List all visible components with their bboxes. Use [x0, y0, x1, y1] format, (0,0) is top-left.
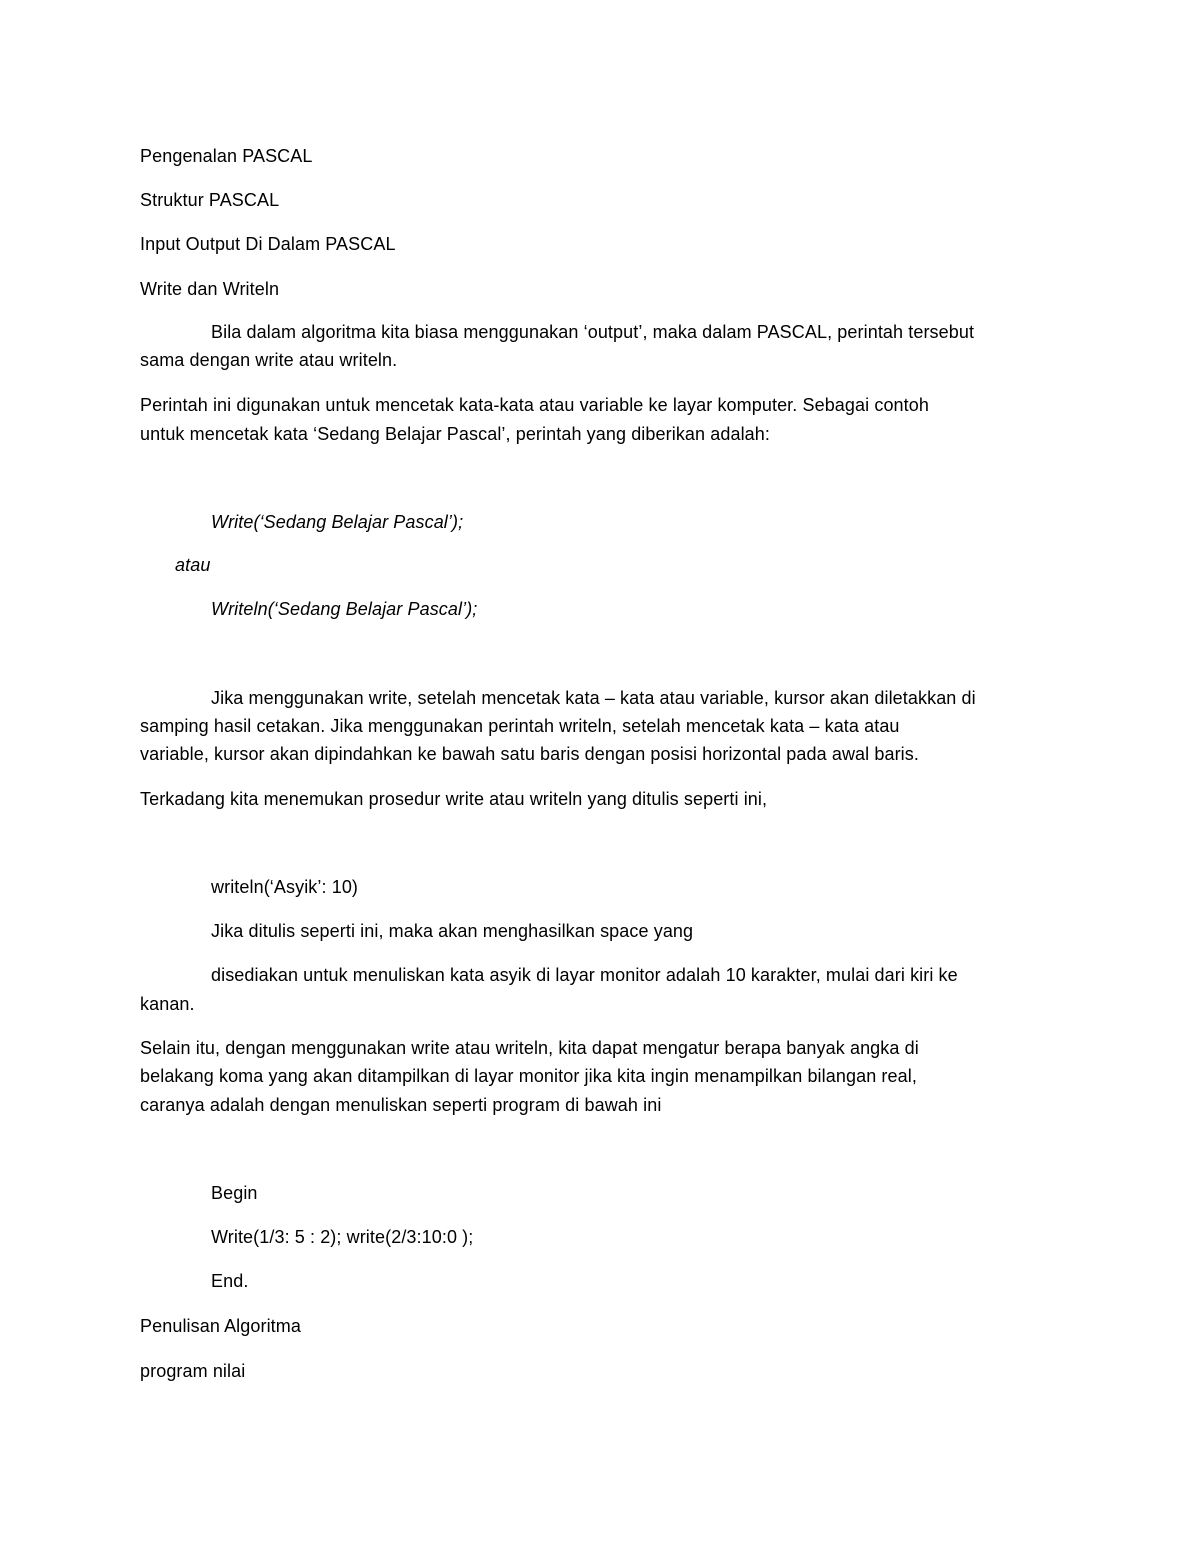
code-example-write: Write(‘Sedang Belajar Pascal’); — [211, 512, 464, 532]
code-write-statement: Write(1/3: 5 : 2); write(2/3:10:0 ); — [211, 1227, 474, 1247]
heading-struktur: Struktur PASCAL — [140, 190, 280, 210]
paragraph-kursor-line-2: samping hasil cetakan. Jika menggunakan perintah writeln, setelah mencetak kata – kata atau — [140, 716, 900, 736]
code-begin: Begin — [211, 1183, 258, 1203]
heading-pengenalan: Pengenalan PASCAL — [140, 146, 313, 166]
paragraph-perintah-line-2: untuk mencetak kata ‘Sedang Belajar Pascal’, perintah yang diberikan adalah: — [140, 424, 770, 444]
paragraph-selain-line-2: belakang koma yang akan ditampilkan di layar monitor jika kita ingin menampilkan bilangan real, — [140, 1066, 917, 1086]
paragraph-kursor-line-3: variable, kursor akan dipindahkan ke bawah satu baris dengan posisi horizontal pada awal baris. — [140, 744, 919, 764]
paragraph-selain-line-3: caranya adalah dengan menuliskan seperti program di bawah ini — [140, 1095, 662, 1115]
paragraph-space-line: Jika ditulis seperti ini, maka akan menghasilkan space yang — [211, 921, 694, 941]
paragraph-terkadang: Terkadang kita menemukan prosedur write atau writeln yang ditulis seperti ini, — [140, 789, 768, 809]
paragraph-disediakan-line-2: kanan. — [140, 994, 195, 1014]
paragraph-disediakan-line-1: disediakan untuk menuliskan kata asyik di layar monitor adalah 10 karakter, mulai dari kiri ke — [211, 965, 958, 985]
code-end: End. — [211, 1271, 249, 1291]
heading-penulisan-algoritma: Penulisan Algoritma — [140, 1316, 301, 1336]
paragraph-output-line-2: sama dengan write atau writeln. — [140, 350, 398, 370]
code-example-writeln: Writeln(‘Sedang Belajar Pascal’); — [211, 599, 478, 619]
paragraph-selain-line-1: Selain itu, dengan menggunakan write atau writeln, kita dapat mengatur berapa banyak angka di — [140, 1038, 919, 1058]
paragraph-output-line-1: Bila dalam algoritma kita biasa menggunakan ‘output’, maka dalam PASCAL, perintah tersebut — [211, 322, 975, 342]
paragraph-kursor-line-1: Jika menggunakan write, setelah mencetak kata – kata atau variable, kursor akan diletakkan di — [211, 688, 976, 708]
code-example-atau: atau — [175, 555, 211, 575]
program-nilai-line: program nilai — [140, 1361, 246, 1381]
code-writeln-asyik: writeln(‘Asyik’: 10) — [211, 877, 359, 897]
paragraph-perintah-line-1: Perintah ini digunakan untuk mencetak kata-kata atau variable ke layar komputer. Sebagai contoh — [140, 395, 929, 415]
heading-input-output: Input Output Di Dalam PASCAL — [140, 234, 396, 254]
heading-write-writeln: Write dan Writeln — [140, 279, 280, 299]
